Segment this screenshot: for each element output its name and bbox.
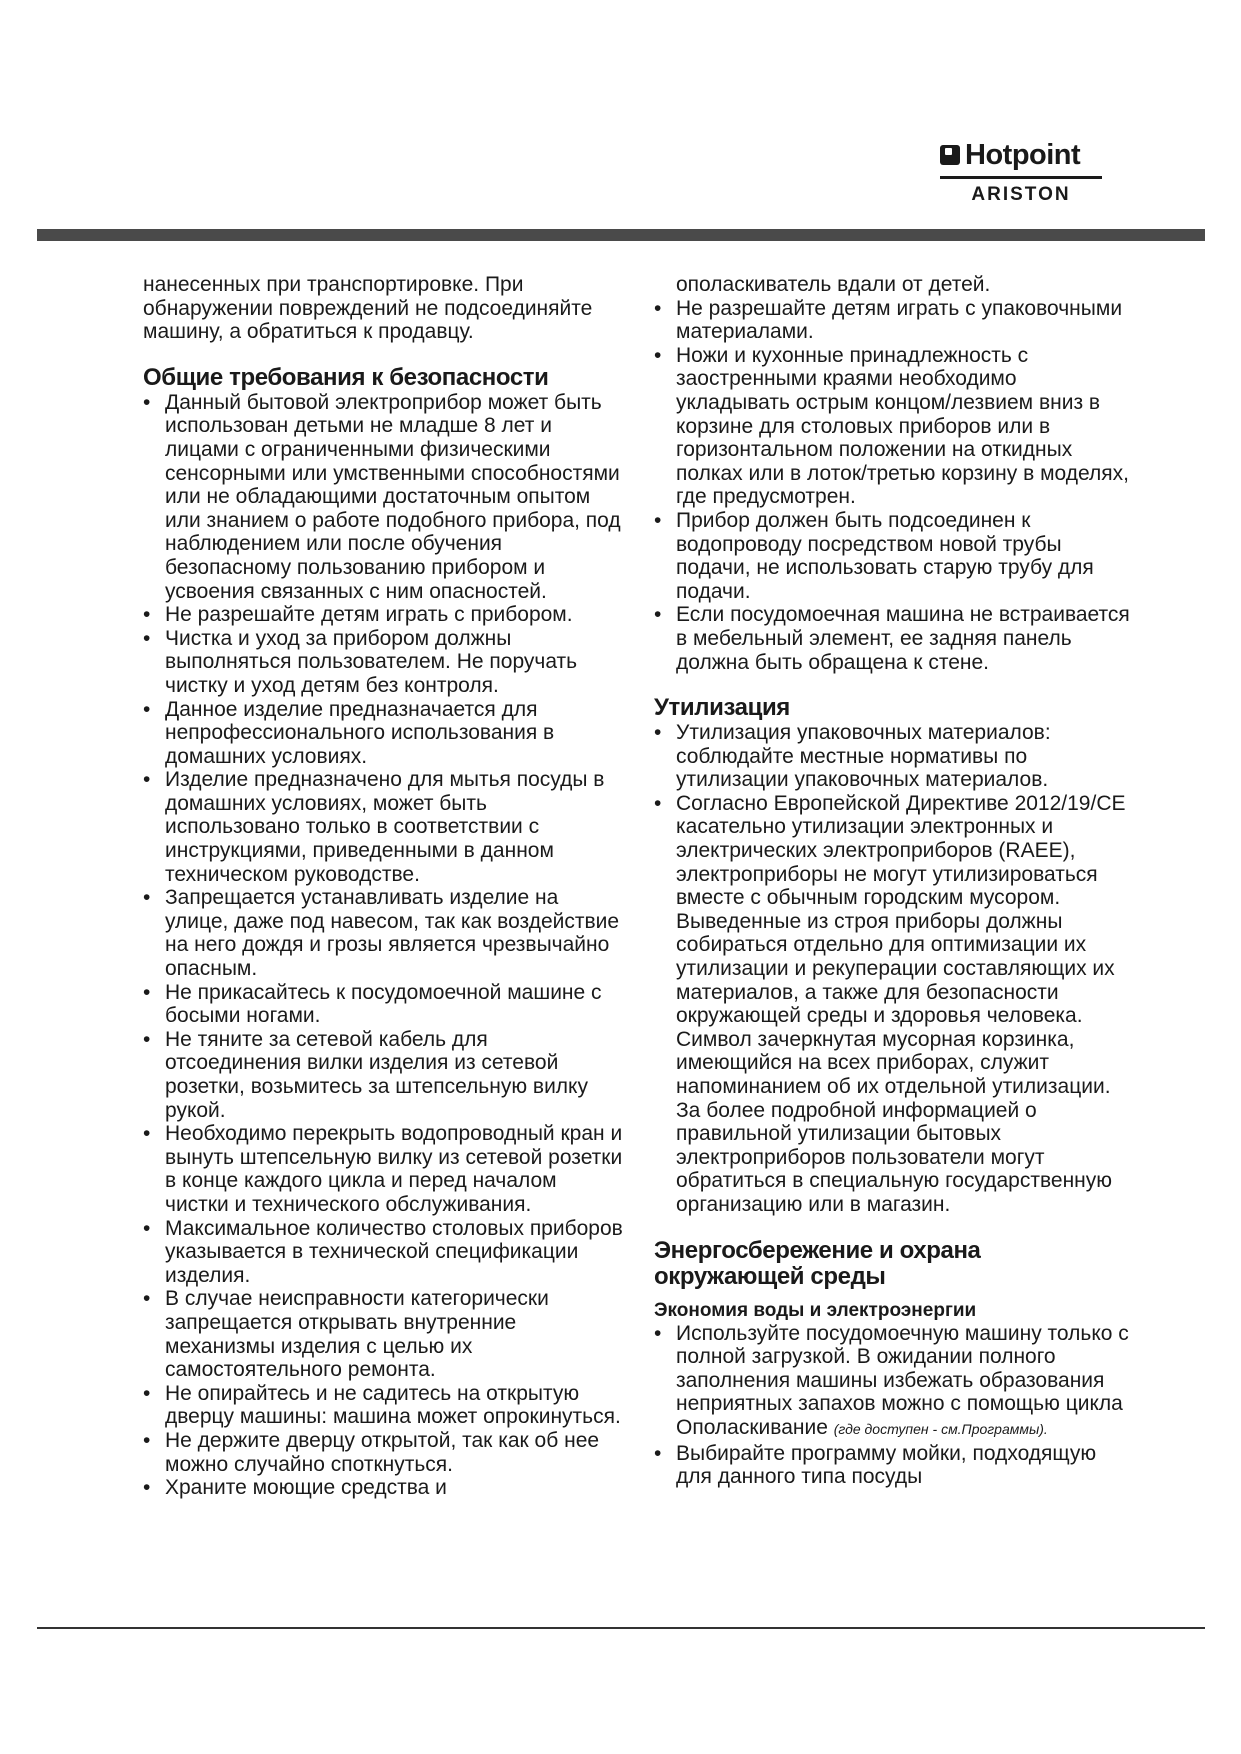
intro-text: нанесенных при транспортировке. При обнаружении повреждений не подсоединяйте машину, а обратиться к продавцу. <box>143 273 593 344</box>
list-item: • Необходимо перекрыть водопроводный кран и вынуть штепсельную вилку из сетевой розетки в конце каждого цикла и перед началом чистки и технического обслуживания. <box>143 1122 623 1216</box>
list-item: • В случае неисправности категорически запрещается открывать внутренние механизмы изделия с целью их самостоятельного ремонта. <box>143 1287 623 1381</box>
list-item: • Не прикасайтесь к посудомоечной машине с босыми ногами. <box>143 981 623 1028</box>
list-item: • Изделие предназначено для мытья посуды в домашних условиях, может быть использовано только в соответствии с инструкциями, приведенными в данном техническом руководстве. <box>143 768 623 886</box>
energy-item-text: Используйте посудомоечную машину только с полной загрузкой. В ожидании полного заполнения машины избежать образования неприятных запахов можно с помощью цикла Ополаскивание <box>676 1321 1129 1439</box>
list-item: • Если посудомоечная машина не встраивается в мебельный элемент, ее задняя панель должна быть обращена к стене. <box>654 603 1134 674</box>
safety-list-continued <box>654 297 1134 675</box>
footer-rule <box>37 1627 1205 1629</box>
header-bar <box>37 229 1205 241</box>
list-item: • Не опирайтесь и не садитесь на открытую дверцу машины: машина может опрокинуться. <box>143 1382 623 1429</box>
energy-subheading: Экономия воды и электроэнергии <box>654 1299 977 1321</box>
list-item: • Максимальное количество столовых приборов указывается в технической спецификации изделия. <box>143 1217 623 1288</box>
list-item: • Данный бытовой электроприбор может быть использован детьми не младше 8 лет и лицами с ограниченными физическими сенсорными или умственными способностями или не обладающими достаточным опытом или знанием о работе подобного прибора, под наблюдением или после обучения безопасному пользованию прибором и усвоения связанных с ним опасностей. <box>143 391 623 603</box>
list-item: • Утилизация упаковочных материалов: соблюдайте местные нормативы по утилизации упаковочных материалов. <box>654 721 1134 792</box>
list-item: • Выбирайте программу мойки, подходящую для данного типа посуды <box>654 1442 1134 1489</box>
list-item: • Не держите дверцу открытой, так как об нее можно случайно споткнуться. <box>143 1429 623 1476</box>
list-item: • Данное изделие предназначается для непрофессионального использования в домашних условиях. <box>143 698 623 769</box>
disposal-note: За более подробной информацией о правильной утилизации бытовых электроприборов пользователи могут обратиться в специальную государственную организацию или в магазин. <box>676 1098 1113 1216</box>
safety-heading: Общие требования к безопасности <box>143 363 549 391</box>
hotpoint-ariston-logo <box>940 140 1102 205</box>
brand-name: Hotpoint <box>965 139 1081 171</box>
logo-divider <box>940 176 1102 179</box>
energy-heading: Энергосбережение и охрана окружающей среды <box>654 1236 981 1290</box>
list-item: • Храните моющие средства и <box>143 1476 623 1500</box>
disposal-heading: Утилизация <box>654 694 790 722</box>
right-column <box>654 273 1134 1489</box>
list-item: • Ножи и кухонные принадлежность с заостренными краями необходимо укладывать острым концом/лезвием вниз в корзине для столовых приборов или в горизонтальном положении на откидных полках или в лоток/третью корзину в моделях, где предусмотрен. <box>654 344 1134 509</box>
list-item: • Чистка и уход за прибором должны выполняться пользователем. Не поручать чистку и уход детям без контроля. <box>143 627 623 698</box>
sub-brand-name: ARISTON <box>971 184 1071 205</box>
list-item: • Не разрешайте детям играть с упаковочными материалами. <box>654 297 1134 344</box>
list-item: • Не разрешайте детям играть с прибором. <box>143 603 623 627</box>
list-item: • Не тяните за сетевой кабель для отсоединения вилки изделия из сетевой розетки, возьмитесь за штепсельную вилку рукой. <box>143 1028 623 1122</box>
list-item <box>654 1322 1134 1442</box>
energy-list <box>654 1322 1134 1489</box>
list-item: • Прибор должен быть подсоединен к водопроводу посредством новой трубы подачи, не использовать старую трубу для подачи. <box>654 509 1134 603</box>
hotpoint-logo-icon <box>940 145 960 165</box>
list-item: • Запрещается устанавливать изделие на улице, даже под навесом, так как воздействие на него дождя и грозы является чрезвычайно опасным. <box>143 886 623 980</box>
energy-item-note: (где доступен - см.Программы). <box>833 1420 1048 1437</box>
left-column <box>143 273 623 1500</box>
continuation-text: ополаскиватель вдали от детей. <box>676 273 991 296</box>
disposal-list <box>654 721 1134 1099</box>
list-item: • Согласно Европейской Директиве 2012/19/СЕ касательно утилизации электронных и электрических электроприборов (RAEE), электроприборы не могут утилизироваться вместе с обычным городским мусором. Выведенные из строя приборы должны собираться отдельно для оптимизации их утилизации и рекуперации составляющих их материалов, а также для безопасности окружающей среды и здоровья человека. Символ зачеркнутая мусорная корзинка, имеющийся на всех приборах, служит напоминанием об их отдельной утилизации. <box>654 792 1134 1099</box>
safety-list <box>143 391 623 1500</box>
